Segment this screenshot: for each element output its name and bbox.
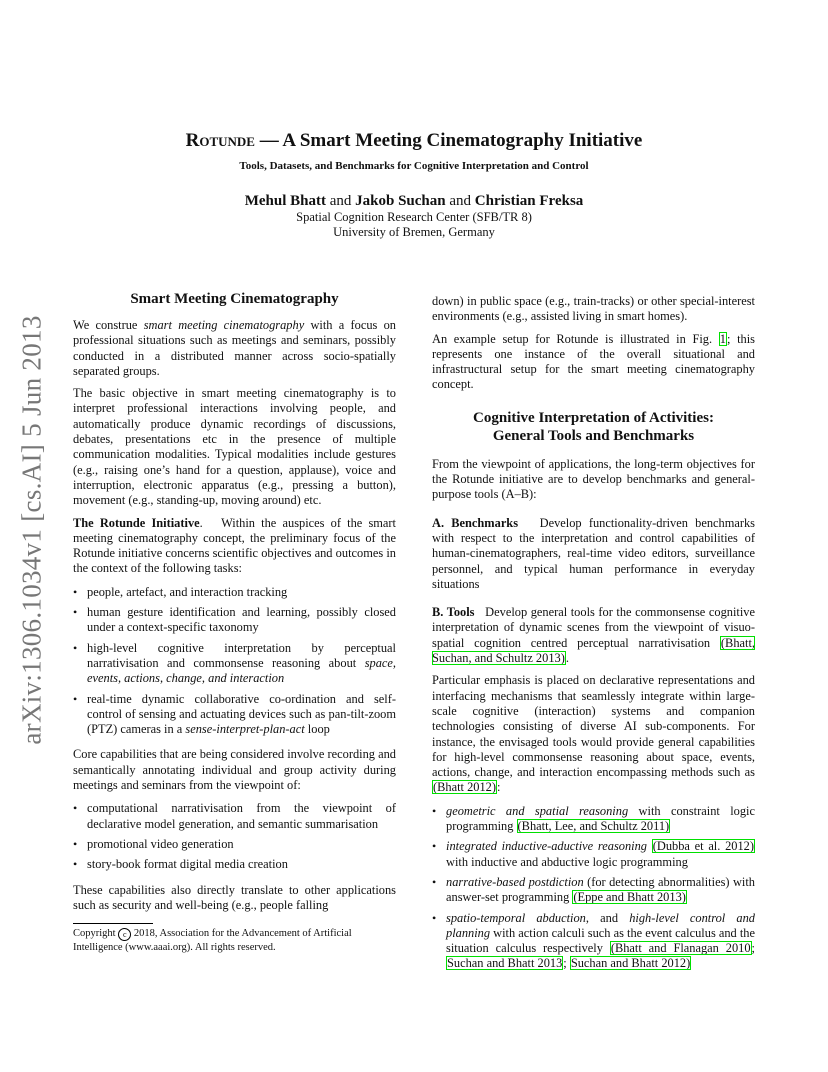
affiliation-line-2: University of Bremen, Germany <box>333 225 495 239</box>
emphasis: spatio-temporal abduction <box>446 910 586 925</box>
emphasis: narrative-based postdiction <box>446 874 584 889</box>
citation-link[interactable]: Suchan and Bhatt 2013 <box>447 956 563 971</box>
copyright-symbol: c <box>118 928 131 941</box>
text: : <box>496 780 501 795</box>
section-heading-cognitive <box>432 409 755 445</box>
method-list <box>432 804 755 972</box>
paragraph <box>73 318 396 379</box>
text: ; <box>751 941 755 956</box>
text: with a focus on professional situations such as meetings and seminars, possibly conducted in a distributed manner across socio-spatially separated groups. <box>73 318 396 378</box>
text: We construe <box>73 318 144 332</box>
paragraph: Core capabilities that are being considered involve recording and semantically annotating individual and group activity during meetings and seminars from the viewpoint of: <box>73 747 396 793</box>
emphasis: space, events, actions, change, and interaction <box>87 655 396 686</box>
paragraph: The basic objective in smart meeting cinematography is to interpret professional interactions involving people, and automatically produce dynamic recordings of discussions, debates, presentations etc in the presence of multiple communication modalities. Typical modalities include gestures (e.g., raising one’s hand for a question, applause), voice and interruption, electronic apparatus (e.g., pressing a button), movement (e.g., standing-up, moving around) etc. <box>73 386 396 508</box>
paper-header <box>0 128 828 240</box>
affiliation-line-1: Spatial Cognition Research Center (SFB/TR 8) <box>296 210 532 224</box>
run-in-heading: The Rotunde Initiative <box>73 515 200 530</box>
run-in-heading: B. Tools <box>432 605 475 620</box>
text: Particular emphasis is placed on declarative representations and interfacing mechanisms that seamlessly integrate within large-scale cognitive (interaction) systems and companion technologies consisting of diverse AI sub-components. For instance, the envisaged tools would provide general capabilities for high-level commonsense reasoning about space, events, actions, change, and interaction encompassing methods such as <box>432 673 755 780</box>
capability-list <box>73 801 396 872</box>
citation-link[interactable]: (Bhatt, Suchan, and Schultz 2013) <box>432 635 755 666</box>
paper-subtitle: Tools, Datasets, and Benchmarks for Cognitive Interpretation and Control <box>239 160 589 172</box>
list-item: • story-book format digital media creation <box>73 857 396 872</box>
list-item: • computational narrativisation from the viewpoint of declarative model generation, and semantic summarisation <box>73 801 396 832</box>
heading-line: General Tools and Benchmarks <box>492 427 695 444</box>
paper-title <box>0 128 828 154</box>
text: with inductive and abductive logic programming <box>446 854 688 869</box>
section-heading-smart-meeting: Smart Meeting Cinematography <box>130 291 339 307</box>
list-item: • people, artefact, and interaction tracking <box>73 585 396 600</box>
list-item <box>432 839 755 870</box>
emphasis: integrated inductive-aductive reasoning <box>446 839 648 854</box>
run-in-heading: A. Benchmarks <box>432 515 519 530</box>
text: . <box>565 651 569 666</box>
text: Develop general tools for the commonsense cognitive interpretation of dynamic scenes from the viewpoint of visuo-spatial cognition centred perceptual narrativisation <box>432 605 759 650</box>
text: high-level cognitive interpretation by perceptual narrativisation and commonsense reasoning about <box>87 640 396 670</box>
paragraph <box>432 605 759 666</box>
text: with constraint logic programming <box>446 803 755 834</box>
emphasis: geometric and spatial reasoning <box>446 803 629 818</box>
citation-link[interactable]: (Eppe and Bhatt 2013) <box>573 890 686 905</box>
paragraph <box>432 673 755 795</box>
text: An example setup for Rotunde is illustrated in Fig. <box>432 331 719 346</box>
text: 2018, Association for the Advancement of Artificial Intelligence (www.aaai.org). All rights reserved. <box>73 928 352 954</box>
arxiv-stamp <box>10 310 54 750</box>
text: Copyright <box>73 928 119 940</box>
paragraph <box>73 515 400 577</box>
paragraph: down) in public space (e.g., train-tracks) or other special-interest environments (e.g., assisted living in smart homes). <box>432 294 755 324</box>
footnote-rule <box>73 923 153 924</box>
paragraph: From the viewpoint of applications, the long-term objectives for the Rotunde initiative are to develop benchmarks and general-purpose tools (A–B): <box>432 456 755 502</box>
text: (for detecting abnormalities) with answer-set programming <box>446 874 755 905</box>
citation-link[interactable]: Suchan and Bhatt 2012) <box>570 956 691 971</box>
heading-line: Cognitive Interpretation of Activities: <box>473 409 714 426</box>
author-freksa: Christian Freksa <box>474 193 584 209</box>
list-item: • promotional video generation <box>73 837 396 852</box>
list-item <box>432 804 755 835</box>
task-list <box>73 585 396 738</box>
author-list <box>0 192 828 210</box>
citation-link[interactable]: (Bhatt, Lee, and Schultz 2011) <box>517 819 670 834</box>
left-column <box>73 290 400 954</box>
paragraph: These capabilities also directly translate to other applications such as security and well-being (e.g., people falling <box>73 882 396 912</box>
right-column <box>432 294 759 982</box>
title-rest: — A Smart Meeting Cinematography Initiative <box>254 130 643 151</box>
list-item <box>432 911 755 972</box>
text: ; this represents one instance of the overall situational and infrastructural setup for the smart meeting cinematography concept. <box>432 331 755 392</box>
text: with action calculi such as the event calculus and the situation calculus respectively <box>446 925 755 956</box>
author-bhatt: Mehul Bhatt <box>244 193 326 209</box>
emphasis: high-level control and planning <box>446 910 756 940</box>
list-item: • human gesture identification and learning, possibly closed under a context-specific taxonomy <box>73 605 396 636</box>
citation-link[interactable]: (Dubba et al. 2012) <box>652 839 754 854</box>
text: Develop functionality-driven benchmarks with respect to the interpretation and control capabilities of human-cinematographers, real-time video editors, surveillance personnel, and typical human performance in everyday situations <box>432 515 759 591</box>
paragraph <box>432 515 759 592</box>
arxiv-stamp-text: arXiv:1306.1034v1 [cs.AI] 5 Jun 2013 <box>16 315 47 745</box>
list-item <box>432 875 755 906</box>
text: . Within the auspices of the smart meeting cinematography concept, the preliminary focus of the Rotunde initiative concerns scientific objectives and outcomes in the context of the following tasks: <box>73 515 400 576</box>
figure-ref-link[interactable]: 1 <box>719 331 726 346</box>
list-item <box>73 692 396 738</box>
author-suchan: Jakob Suchan <box>355 193 446 209</box>
author-sep: and <box>325 193 356 209</box>
list-item <box>73 641 396 687</box>
text: , and <box>585 910 630 925</box>
paragraph <box>432 332 755 393</box>
citation-link[interactable]: (Bhatt and Flanagan 2010 <box>610 941 751 956</box>
emphasis: sense-interpret-plan-act <box>185 722 305 737</box>
text: loop <box>304 722 330 737</box>
citation-link[interactable]: (Bhatt 2012) <box>433 780 496 795</box>
text: ; <box>563 956 570 971</box>
emphasis: smart meeting cinematography <box>143 318 305 332</box>
text: real-time dynamic collaborative co-ordination and self-control of sensing and actuating devices such as pan-tilt-zoom (PTZ) cameras in a <box>87 691 396 737</box>
title-smallcaps: Rotunde <box>185 130 255 151</box>
copyright-footnote <box>73 927 396 954</box>
author-sep: and <box>445 193 475 209</box>
